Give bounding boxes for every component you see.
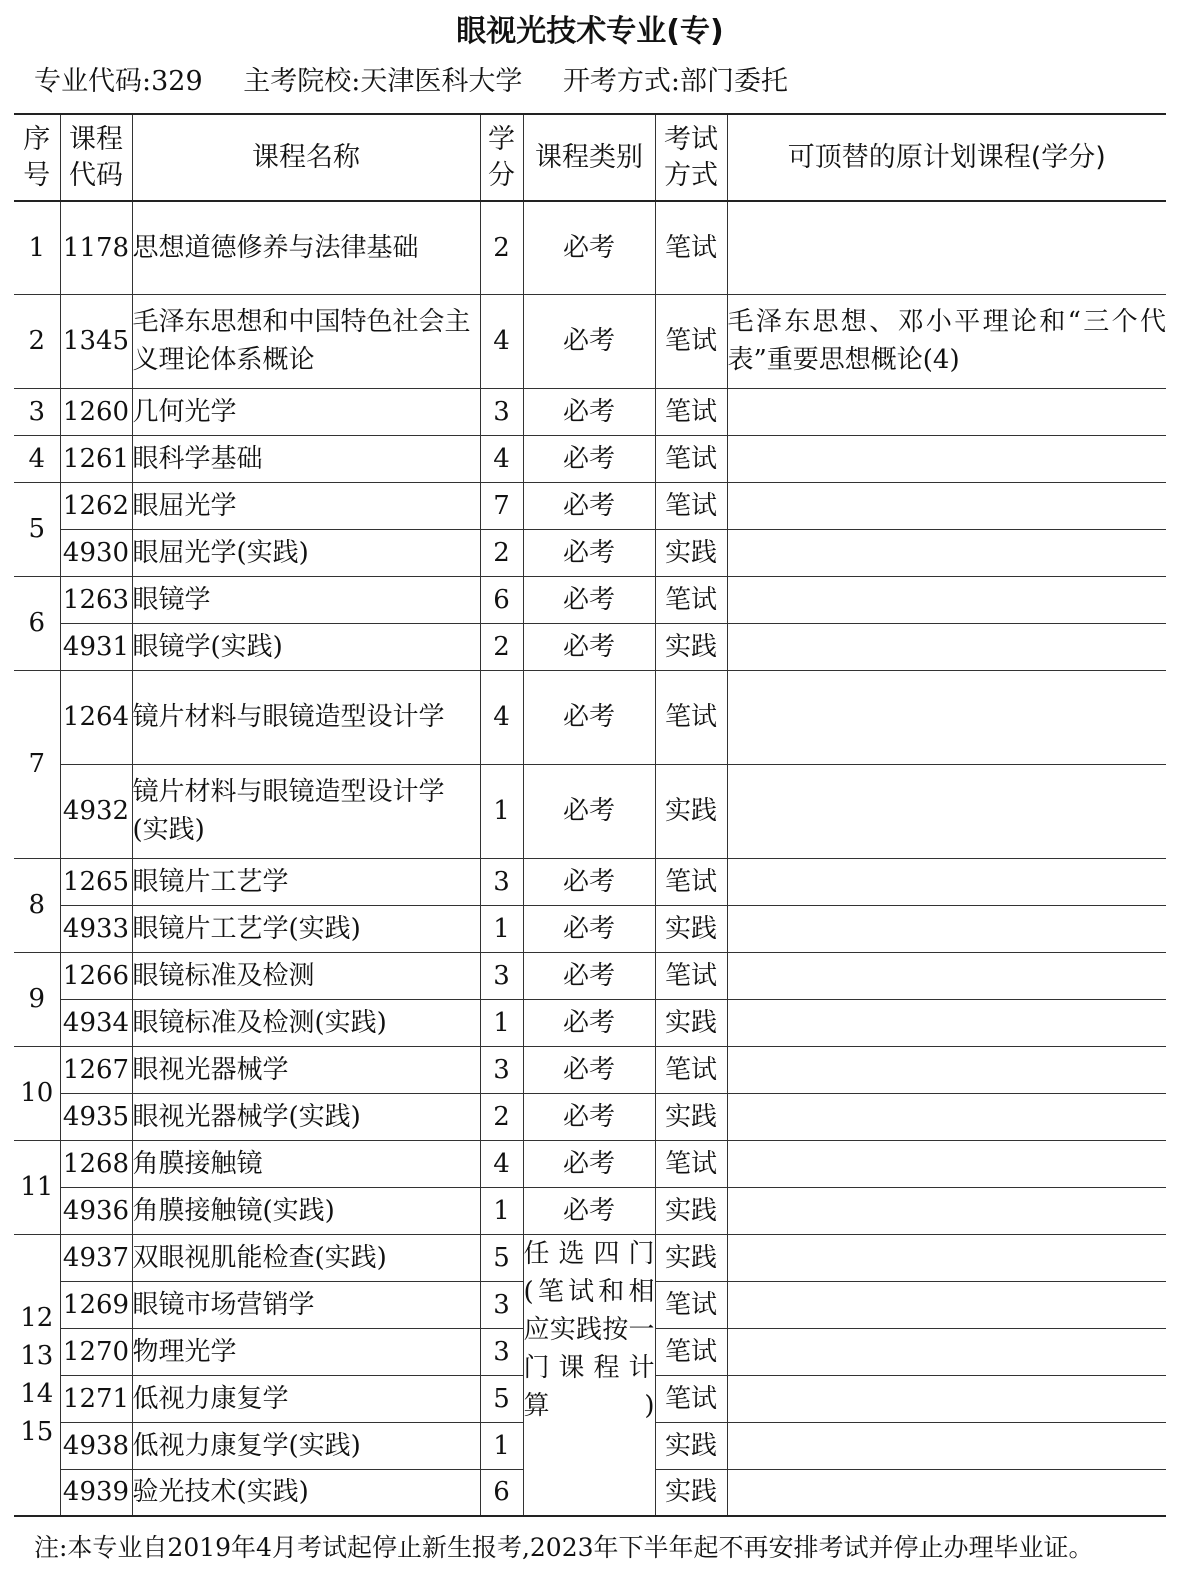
replace-cell — [727, 905, 1166, 952]
category-cell: 必考 — [523, 482, 655, 529]
replace-cell — [727, 670, 1166, 764]
category-cell: 必考 — [523, 201, 655, 294]
table-row — [14, 999, 1166, 1046]
table-row — [14, 1187, 1166, 1234]
credit-cell: 6 — [480, 576, 523, 623]
replace-cell — [727, 858, 1166, 905]
seq-cell: 10 — [14, 1046, 60, 1140]
seq-cell: 1 — [14, 201, 60, 294]
credit-cell: 3 — [480, 952, 523, 999]
replace-cell — [727, 952, 1166, 999]
replace-cell — [727, 1187, 1166, 1234]
code-cell: 4938 — [60, 1422, 132, 1469]
code-cell: 1271 — [60, 1375, 132, 1422]
header-name: 课程名称 — [132, 114, 480, 201]
code-cell: 4933 — [60, 905, 132, 952]
name-cell: 角膜接触镜 — [132, 1140, 480, 1187]
category-cell: 必考 — [523, 952, 655, 999]
name-cell: 双眼视肌能检查(实践) — [132, 1234, 480, 1281]
table-row — [14, 1140, 1166, 1187]
credit-cell: 3 — [480, 388, 523, 435]
name-cell: 毛泽东思想和中国特色社会主义理论体系概论 — [132, 294, 480, 388]
replace-cell — [727, 482, 1166, 529]
exam-cell: 笔试 — [655, 482, 727, 529]
code-cell: 4931 — [60, 623, 132, 670]
code-cell: 4939 — [60, 1469, 132, 1516]
table-row — [14, 576, 1166, 623]
replace-cell — [727, 1093, 1166, 1140]
code-cell: 4935 — [60, 1093, 132, 1140]
name-cell: 镜片材料与眼镜造型设计学(实践) — [132, 764, 480, 858]
code-cell: 1267 — [60, 1046, 132, 1093]
name-cell: 眼屈光学 — [132, 482, 480, 529]
name-cell: 角膜接触镜(实践) — [132, 1187, 480, 1234]
exam-cell: 实践 — [655, 1422, 727, 1469]
exam-cell: 笔试 — [655, 1328, 727, 1375]
table-row — [14, 201, 1166, 294]
credit-cell: 1 — [480, 905, 523, 952]
credit-cell: 4 — [480, 1140, 523, 1187]
elective-rule-cell: 任选四门(笔试和相应实践按一门课程计算) — [523, 1234, 655, 1516]
category-cell: 必考 — [523, 670, 655, 764]
replace-cell — [727, 764, 1166, 858]
table-row — [14, 294, 1166, 388]
name-cell: 眼视光器械学 — [132, 1046, 480, 1093]
seq-cell: 7 — [14, 670, 60, 858]
credit-cell: 3 — [480, 1281, 523, 1328]
name-cell: 物理光学 — [132, 1328, 480, 1375]
major-info — [34, 62, 820, 102]
seq-cell: 2 — [14, 294, 60, 388]
code-cell: 4936 — [60, 1187, 132, 1234]
exam-cell: 笔试 — [655, 1140, 727, 1187]
table-row — [14, 388, 1166, 435]
replace-cell — [727, 999, 1166, 1046]
replace-cell — [727, 1328, 1166, 1375]
table-row — [14, 764, 1166, 858]
code-cell: 1178 — [60, 201, 132, 294]
code-cell: 1268 — [60, 1140, 132, 1187]
exam-cell: 笔试 — [655, 294, 727, 388]
name-cell: 眼镜学(实践) — [132, 623, 480, 670]
category-cell: 必考 — [523, 1046, 655, 1093]
category-cell: 必考 — [523, 999, 655, 1046]
credit-cell: 2 — [480, 529, 523, 576]
code-cell: 4934 — [60, 999, 132, 1046]
code-cell: 1266 — [60, 952, 132, 999]
code-cell: 1260 — [60, 388, 132, 435]
name-cell: 眼镜标准及检测(实践) — [132, 999, 480, 1046]
credit-cell: 7 — [480, 482, 523, 529]
exam-mode: 开考方式:部门委托 — [562, 66, 789, 97]
header-seq: 序号 — [14, 114, 60, 201]
credit-cell: 4 — [480, 435, 523, 482]
name-cell: 眼镜片工艺学 — [132, 858, 480, 905]
name-cell: 眼镜标准及检测 — [132, 952, 480, 999]
exam-cell: 实践 — [655, 905, 727, 952]
name-cell: 眼视光器械学(实践) — [132, 1093, 480, 1140]
code-cell: 1261 — [60, 435, 132, 482]
seq-cell: 9 — [14, 952, 60, 1046]
name-cell: 眼镜片工艺学(实践) — [132, 905, 480, 952]
name-cell: 思想道德修养与法律基础 — [132, 201, 480, 294]
code-cell: 1345 — [60, 294, 132, 388]
credit-cell: 3 — [480, 1328, 523, 1375]
exam-cell: 实践 — [655, 764, 727, 858]
code-cell: 1264 — [60, 670, 132, 764]
exam-cell: 实践 — [655, 1234, 727, 1281]
exam-cell: 笔试 — [655, 388, 727, 435]
exam-cell: 笔试 — [655, 670, 727, 764]
exam-cell: 实践 — [655, 999, 727, 1046]
footnote: 注:本专业自2019年4月考试起停止新生报考,2023年下半年起不再安排考试并停止办理毕业证。 — [34, 1533, 1094, 1562]
code-cell: 4930 — [60, 529, 132, 576]
replace-cell — [727, 576, 1166, 623]
category-cell: 必考 — [523, 435, 655, 482]
exam-cell: 笔试 — [655, 1281, 727, 1328]
replace-cell — [727, 201, 1166, 294]
credit-cell: 2 — [480, 1093, 523, 1140]
replace-cell: 毛泽东思想、邓小平理论和“三个代表”重要思想概论(4) — [727, 294, 1166, 388]
replace-cell — [727, 1375, 1166, 1422]
replace-cell — [727, 1281, 1166, 1328]
table-row — [14, 482, 1166, 529]
exam-cell: 实践 — [655, 1187, 727, 1234]
code-cell: 1265 — [60, 858, 132, 905]
exam-cell: 实践 — [655, 623, 727, 670]
code-cell: 1263 — [60, 576, 132, 623]
code-cell: 4932 — [60, 764, 132, 858]
seq-cell: 5 — [14, 482, 60, 576]
table-row — [14, 670, 1166, 764]
seq-cell: 12 13 14 15 — [14, 1234, 60, 1516]
major-code: 专业代码:329 — [34, 66, 203, 97]
header-code: 课程代码 — [60, 114, 132, 201]
credit-cell: 2 — [480, 623, 523, 670]
name-cell: 眼屈光学(实践) — [132, 529, 480, 576]
category-cell: 必考 — [523, 764, 655, 858]
table-row — [14, 435, 1166, 482]
name-cell: 验光技术(实践) — [132, 1469, 480, 1516]
category-cell: 必考 — [523, 576, 655, 623]
credit-cell: 2 — [480, 201, 523, 294]
name-cell: 低视力康复学(实践) — [132, 1422, 480, 1469]
credit-cell: 4 — [480, 294, 523, 388]
table-header-row — [14, 114, 1166, 201]
code-cell: 1262 — [60, 482, 132, 529]
exam-cell: 实践 — [655, 1469, 727, 1516]
table-row — [14, 529, 1166, 576]
exam-cell: 笔试 — [655, 1046, 727, 1093]
header-category: 课程类别 — [523, 114, 655, 201]
exam-cell: 实践 — [655, 1093, 727, 1140]
name-cell: 眼镜学 — [132, 576, 480, 623]
seq-cell: 11 — [14, 1140, 60, 1234]
replace-cell — [727, 529, 1166, 576]
seq-cell: 3 — [14, 388, 60, 435]
credit-cell: 5 — [480, 1234, 523, 1281]
seq-cell: 6 — [14, 576, 60, 670]
replace-cell — [727, 1046, 1166, 1093]
code-cell: 4937 — [60, 1234, 132, 1281]
credit-cell: 1 — [480, 764, 523, 858]
credit-cell: 1 — [480, 1422, 523, 1469]
name-cell: 眼科学基础 — [132, 435, 480, 482]
header-credit: 学分 — [480, 114, 523, 201]
table-row — [14, 905, 1166, 952]
replace-cell — [727, 388, 1166, 435]
credit-cell: 3 — [480, 858, 523, 905]
replace-cell — [727, 1140, 1166, 1187]
category-cell: 必考 — [523, 858, 655, 905]
replace-cell — [727, 623, 1166, 670]
category-cell: 必考 — [523, 623, 655, 670]
table-row — [14, 858, 1166, 905]
name-cell: 镜片材料与眼镜造型设计学 — [132, 670, 480, 764]
code-cell: 1269 — [60, 1281, 132, 1328]
table-row — [14, 623, 1166, 670]
seq-cell: 4 — [14, 435, 60, 482]
exam-cell: 笔试 — [655, 435, 727, 482]
table-row — [14, 952, 1166, 999]
course-table — [14, 113, 1166, 1517]
table-row — [14, 1234, 1166, 1281]
replace-cell — [727, 1422, 1166, 1469]
header-replace: 可顶替的原计划课程(学分) — [727, 114, 1166, 201]
name-cell: 眼镜市场营销学 — [132, 1281, 480, 1328]
name-cell: 几何光学 — [132, 388, 480, 435]
exam-cell: 笔试 — [655, 1375, 727, 1422]
credit-cell: 1 — [480, 1187, 523, 1234]
exam-cell: 笔试 — [655, 576, 727, 623]
seq-cell: 8 — [14, 858, 60, 952]
category-cell: 必考 — [523, 1187, 655, 1234]
table-row — [14, 1046, 1166, 1093]
category-cell: 必考 — [523, 1140, 655, 1187]
credit-cell: 1 — [480, 999, 523, 1046]
credit-cell: 5 — [480, 1375, 523, 1422]
host-school: 主考院校:天津医科大学 — [243, 66, 523, 97]
category-cell: 必考 — [523, 388, 655, 435]
exam-cell: 笔试 — [655, 952, 727, 999]
category-cell: 必考 — [523, 1093, 655, 1140]
category-cell: 必考 — [523, 529, 655, 576]
exam-cell: 笔试 — [655, 858, 727, 905]
exam-cell: 笔试 — [655, 201, 727, 294]
category-cell: 必考 — [523, 294, 655, 388]
table-row — [14, 1093, 1166, 1140]
exam-cell: 实践 — [655, 529, 727, 576]
name-cell: 低视力康复学 — [132, 1375, 480, 1422]
credit-cell: 4 — [480, 670, 523, 764]
page-title: 眼视光技术专业(专) — [456, 14, 724, 49]
replace-cell — [727, 1234, 1166, 1281]
header-exam: 考试方式 — [655, 114, 727, 201]
replace-cell — [727, 1469, 1166, 1516]
replace-cell — [727, 435, 1166, 482]
code-cell: 1270 — [60, 1328, 132, 1375]
credit-cell: 6 — [480, 1469, 523, 1516]
category-cell: 必考 — [523, 905, 655, 952]
credit-cell: 3 — [480, 1046, 523, 1093]
